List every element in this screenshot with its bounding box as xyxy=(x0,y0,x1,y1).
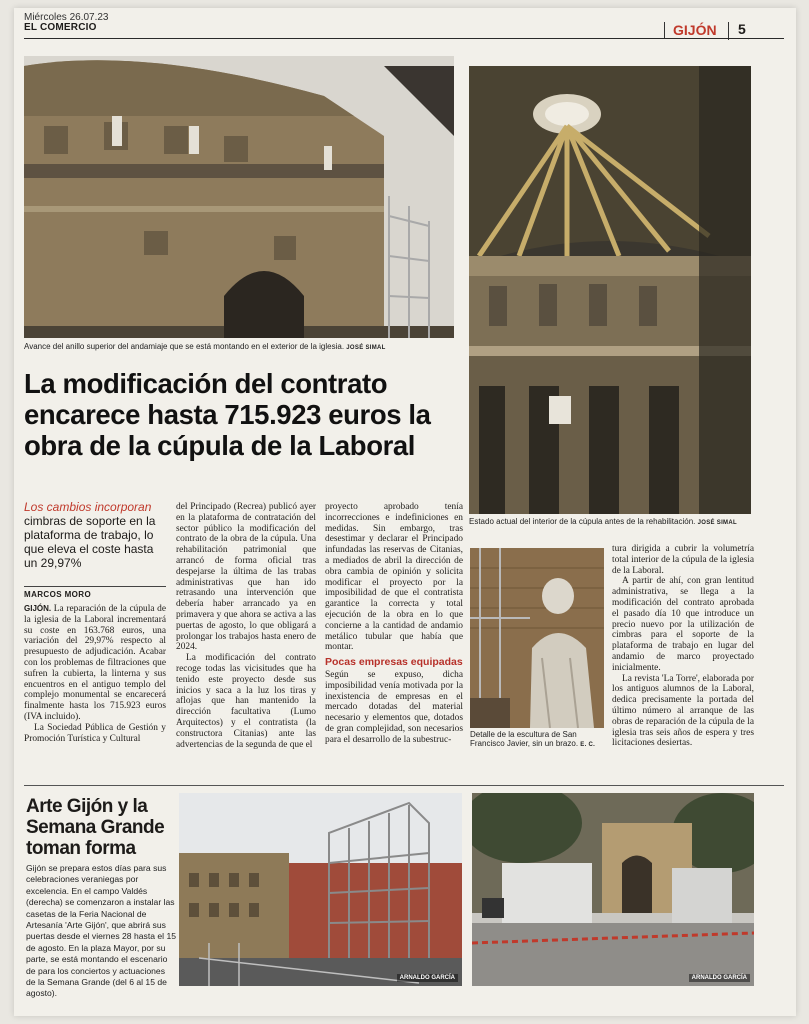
plaza-stage-photo xyxy=(179,793,462,986)
article-subhead xyxy=(24,500,169,570)
paragraph: A partir de ahí, con gran lentitud administrativa, se llega a la modificación del contrato aprobada el pasado día 10 que introduce un precio nuevo por la utilización de cimbras para el soporte de la plataforma de trabajo en lugar del andamio de marco proyectado inicialmente. xyxy=(612,576,754,673)
photo-credit: ARNALDO GARCÍA xyxy=(689,974,750,982)
subhead-lead: Los cambios incorporan xyxy=(24,500,152,514)
dome-interior-photo xyxy=(469,66,751,514)
exterior-scaffolding-photo xyxy=(24,56,454,338)
newspaper-name: EL COMERCIO xyxy=(24,22,97,33)
brief-headline: Arte Gijón y la Semana Grande toman forma xyxy=(26,796,165,859)
photo-credit: ARNALDO GARCÍA xyxy=(397,974,458,982)
paragraph: La Sociedad Pública de Gestión y Promoción Turística y Cultural xyxy=(24,722,166,744)
exterior-photo-caption xyxy=(24,342,454,351)
subhead-text: cimbras de soporte en la plataforma de trabajo, lo que eleva el coste hasta un 29,97% xyxy=(24,514,156,570)
article-column-2 xyxy=(176,502,316,750)
paragraph: proyecto aprobado tenía incorrecciones e indefiniciones en medidas. Sin embargo, tras desestimar y declarar el Principado infundadas las reservas de Citanias, a mediados de abril la dirección de obra cambia de opinión y solicita modificar el proyecto por la imposibilidad de que el contratista garantice la correcta y total ejecución de la obra en lo que concierne a la cantidad de andamio metálico tubular que había que montar. xyxy=(325,502,463,653)
article-headline: La modificación del contrato encarece hasta 715.923 euros la obra de la cúpula de la Laboral xyxy=(24,368,431,461)
caption-text: Detalle de la escultura de San Francisco Javier, sin un brazo. xyxy=(470,730,579,748)
paragraph: La reparación de la cúpula de la iglesia de la Laboral incrementará su coste en 163.768 euros, una variación del 29,97% respecto al presupuesto de adjudicación. Acabar con los problemas de filtraciones que sufren la cubierta, la linterna y sus encuentros en el antiguo templo del complejo monumental se encarecerá finalmente hasta los 715.923 euros (IVA incluido). xyxy=(24,604,166,722)
caption-text: Estado actual del interior de la cúpula antes de la rehabilitación. xyxy=(469,517,696,526)
byline-rule xyxy=(24,586,166,587)
photo-credit: E. C. xyxy=(580,742,596,748)
paragraph: La modificación del contrato recoge todas las vicisitudes que ha tenido este proyecto desde sus inicios y saca a la luz los tiras y aflojas que han mantenido la dirección facultativa (Lumo Arquitectos) y el contratista (la constructora Citanias) ante las advertencias de la segunda de que el xyxy=(176,653,316,750)
photo-credit: JOSÉ SIMAL xyxy=(697,520,737,526)
header-rule xyxy=(24,38,784,39)
photo-credit: JOSÉ SIMAL xyxy=(346,345,386,351)
paragraph: Según se expuso, dicha imposibilidad venía motivada por la inexistencia de empresas en el mercado dotadas del material necesario y elementos que, dotados de gran complejidad, son necesarios para el desarrollo de la subestruc- xyxy=(325,669,463,745)
article-column-4 xyxy=(612,544,754,749)
statue-photo xyxy=(470,548,604,728)
dateline: GIJÓN. xyxy=(24,604,52,613)
paragraph: La revista 'La Torre', elaborada por los antiguos alumnos de la Laboral, dedica precisamente la portada del último número al arranque de las obras de reparación de la cúpula de la iglesia tras seis años de espera y tres licitaciones desiertas. xyxy=(612,673,754,749)
intertitle: Pocas empresas equipadas xyxy=(325,656,463,669)
brief-body: Gijón se prepara estos días para sus celebraciones veraniegas por excelencia. En el campo Valdés (derecha) se comenzaron a instalar las casetas de la Feria Nacional de Artesanía 'Arte Gijón', que abrirá sus puertas desde el viernes 28 hasta el 15 de agosto. En la plaza Mayor, por su parte, se está montando el escenario de para los conciertos y actuaciones de la Semana Grande (del 6 al 15 de agosto). xyxy=(26,863,177,999)
dome-photo-caption xyxy=(469,517,751,526)
section-divider xyxy=(24,785,784,786)
paragraph: del Principado (Recrea) publicó ayer en la plataforma de contratación del sector público la modificación del contrato de la obra de la cúpula. Una rehabilitación patrimonial que arrancó de forma oficial tras despejarse la última de las trabas administrativas que han ido retrasando una intervención que debería haber arrancado ya en primavera y que ahora se activa a las puertas de agosto, lo que obligará a prolongar los trabajos hasta enero de 2024. xyxy=(176,502,316,653)
craft-fair-photo xyxy=(472,793,754,986)
caption-text: Avance del anillo superior del andamiaje que se está montando en el exterior de la iglesia. xyxy=(24,342,345,351)
issue-date: Miércoles 26.07.23 xyxy=(24,12,109,23)
byline: MARCOS MORO xyxy=(24,590,92,599)
paragraph: tura dirigida a cubrir la volumetría total interior de la cúpula de la iglesia de la Laboral. xyxy=(612,544,754,576)
page-number: 5 xyxy=(738,21,746,37)
section-title: GIJÓN xyxy=(664,22,717,38)
statue-photo-caption xyxy=(470,730,604,748)
newspaper-page xyxy=(14,8,796,1016)
article-column-3 xyxy=(325,502,463,746)
article-column-1 xyxy=(24,604,166,744)
